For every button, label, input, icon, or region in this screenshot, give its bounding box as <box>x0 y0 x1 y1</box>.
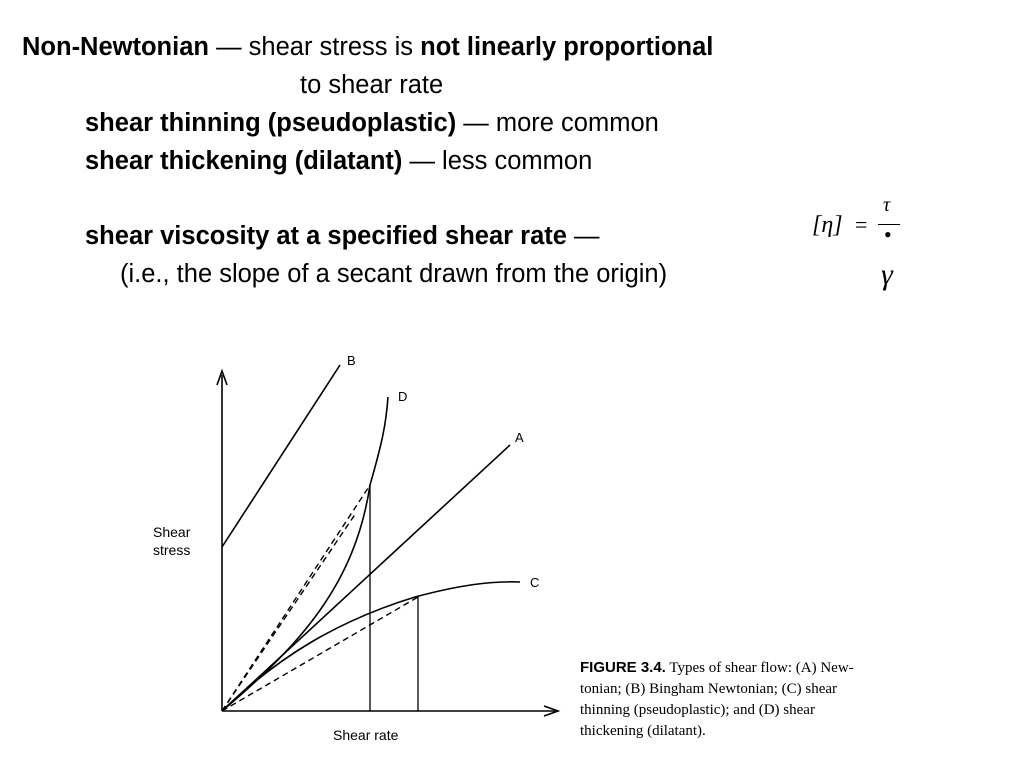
term-non-newtonian: Non-Newtonian <box>22 33 209 61</box>
curve-label-b: B <box>347 353 356 368</box>
definition-text: — shear stress is <box>208 33 421 61</box>
formula-numerator: τ <box>883 194 891 216</box>
caption-line-2: tonian; (B) Bingham Newtonian; (C) shear <box>580 681 838 697</box>
viscosity-formula <box>800 190 920 300</box>
figure-caption <box>580 657 900 742</box>
formula-equals: = <box>855 212 868 237</box>
term-shear-thinning: shear thinning (pseudoplastic) <box>85 109 457 137</box>
curve-label-d: D <box>398 389 408 404</box>
y-axis-label-line2: stress <box>153 542 191 558</box>
curve-label-c: C <box>530 575 540 590</box>
term-shear-thickening: shear thickening (dilatant) <box>85 147 403 175</box>
term-shear-viscosity: shear viscosity at a specified shear rate <box>85 222 567 250</box>
caption-line-4: thickening (dilatant). <box>580 723 706 739</box>
formula-lhs: [η] <box>812 212 843 238</box>
caption-text-1: Types of shear flow: (A) New- <box>669 660 854 676</box>
curve-label-a: A <box>515 430 524 445</box>
shear-thickening-note: — less common <box>402 147 593 175</box>
secant-c <box>222 597 418 711</box>
line-non-newtonian <box>22 32 713 62</box>
emphasis-not-linearly-proportional: not linearly proportional <box>420 33 714 61</box>
x-axis-label: Shear rate <box>333 727 399 743</box>
line-shear-viscosity <box>85 221 600 251</box>
y-axis-label-line1: Shear <box>153 524 191 540</box>
line-shear-thickening <box>85 146 592 176</box>
formula-dot: • <box>884 222 892 247</box>
secant-inner <box>222 513 356 711</box>
curve-b <box>222 365 340 547</box>
formula-denominator: γ <box>881 258 893 291</box>
shear-flow-diagram <box>140 335 580 765</box>
line-to-shear-rate: to shear rate <box>300 71 444 99</box>
caption-line-3: thinning (pseudoplastic); and (D) shear <box>580 702 815 718</box>
line-secant-note: (i.e., the slope of a secant drawn from the origin) <box>120 260 668 288</box>
curve-d <box>222 397 388 711</box>
shear-flow-figure <box>140 335 580 765</box>
shear-viscosity-dash: — <box>566 222 600 250</box>
line-shear-thinning <box>85 108 659 138</box>
caption-line-1 <box>580 657 900 679</box>
curve-c <box>222 582 520 711</box>
caption-heading: FIGURE 3.4. <box>580 659 666 676</box>
shear-thinning-note: — more common <box>456 109 659 137</box>
